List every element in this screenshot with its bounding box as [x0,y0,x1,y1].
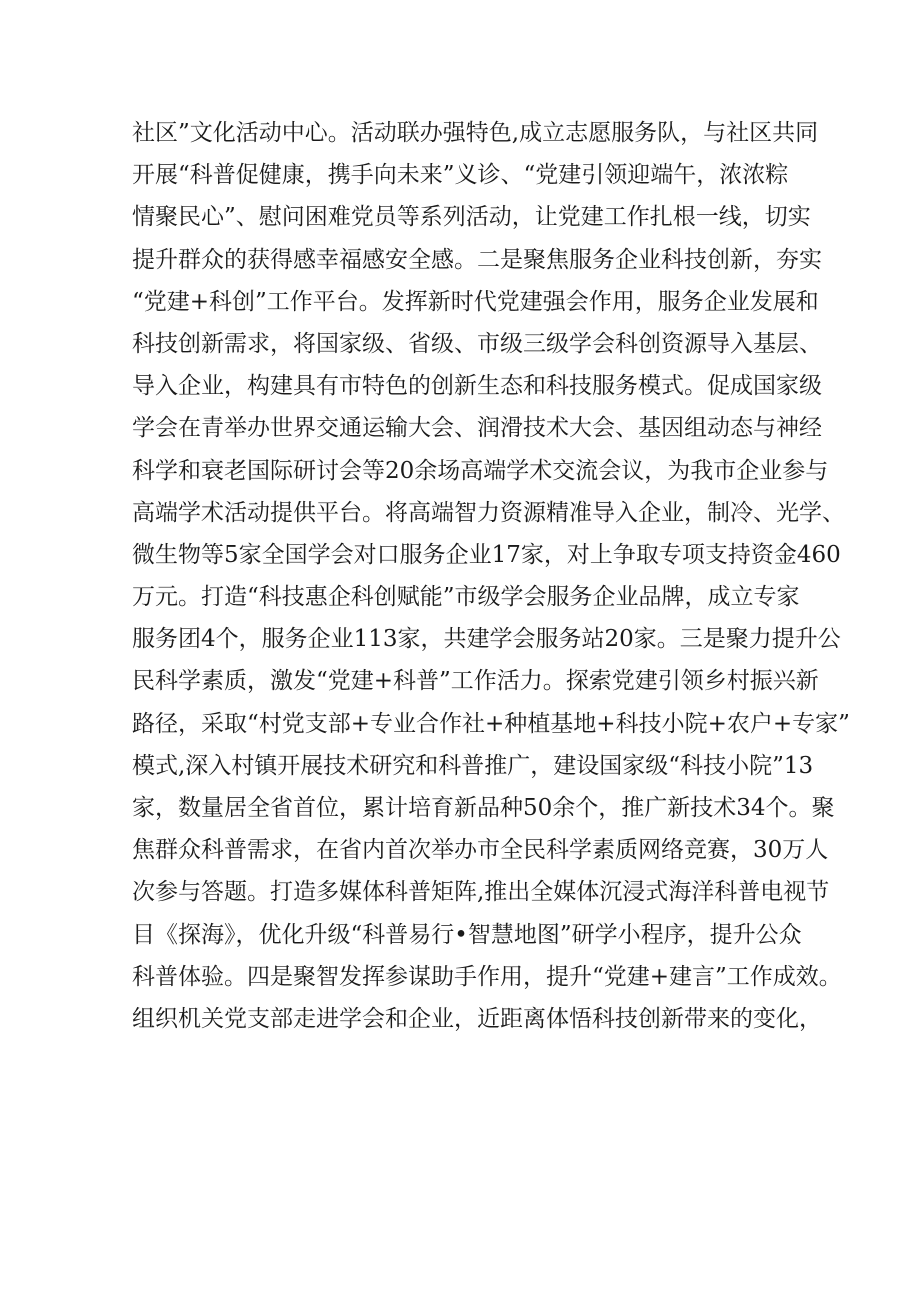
text-line: 社区”文化活动中心。活动联办强特色,成立志愿服务队，与社区共同 [132,120,819,146]
text-line: 次参与答题。打造多媒体科普矩阵,推出全媒体沉浸式海洋科普电视节 [132,879,830,906]
text-line: 路径，采取“村党支部+专业合作社+种植基地+科技小院+农户+专家” [132,710,850,737]
text-line: 导入企业，构建具有市特色的创新生态和科技服务模式。促成国家级 [132,373,822,400]
text-line: 服务团4个，服务企业113家，共建学会服务站20家。三是聚力提升公 [132,626,841,653]
text-line: 万元。打造“科技惠企科创赋能”市级学会服务企业品牌，成立专家 [132,584,800,611]
text-line: 家，数量居全省首位，累计培育新品种50余个，推广新技术34个。聚 [132,795,835,821]
text-line: 开展“科普促健康，携手向未来”义诊、“党建引领迎端午，浓浓粽 [132,162,789,189]
text-line: 焦群众科普需求，在省内首次举办市全民科学素质网络竞赛，30万人 [132,837,829,864]
text-line: 组织机关党支部走进学会和企业，近距离体悟科技创新带来的变化， [132,1005,822,1032]
text-line: 高端学术活动提供平台。将高端智力资源精准导入企业，制冷、光学、 [132,499,845,526]
text-line: 学会在青举办世界交通运输大会、润滑技术大会、基因组动态与神经 [132,415,822,442]
text-line: “党建+科创”工作平台。发挥新时代党建强会作用，服务企业发展和 [132,288,819,315]
text-line: 情聚民心”、慰问困难党员等系列活动，让党建工作扎根一线，切实 [132,204,811,231]
text-line: 科技创新需求，将国家级、省级、市级三级学会科创资源导入基层、 [132,330,822,357]
text-line: 模式,深入村镇开展技术研究和科普推广，建设国家级“科技小院”13 [132,752,814,779]
text-line: 微生物等5家全国学会对口服务企业17家，对上争取专项支持资金460 [132,541,841,568]
text-line: 提升群众的获得感幸福感安全感。二是聚焦服务企业科技创新，夯实 [132,246,822,273]
text-line: 目《探海》，优化升级“科普易行•智慧地图”研学小程序，提升公众 [132,921,802,948]
body-text [132,112,850,1040]
text-line: 科学和衰老国际研讨会等20余场高端学术交流会议，为我市企业参与 [132,457,829,484]
text-line: 民科学素质，激发“党建+科普”工作活力。探索党建引领乡村振兴新 [132,668,819,695]
text-line: 科普体验。四是聚智发挥参谋助手作用，提升“党建+建言”工作成效。 [132,963,842,990]
